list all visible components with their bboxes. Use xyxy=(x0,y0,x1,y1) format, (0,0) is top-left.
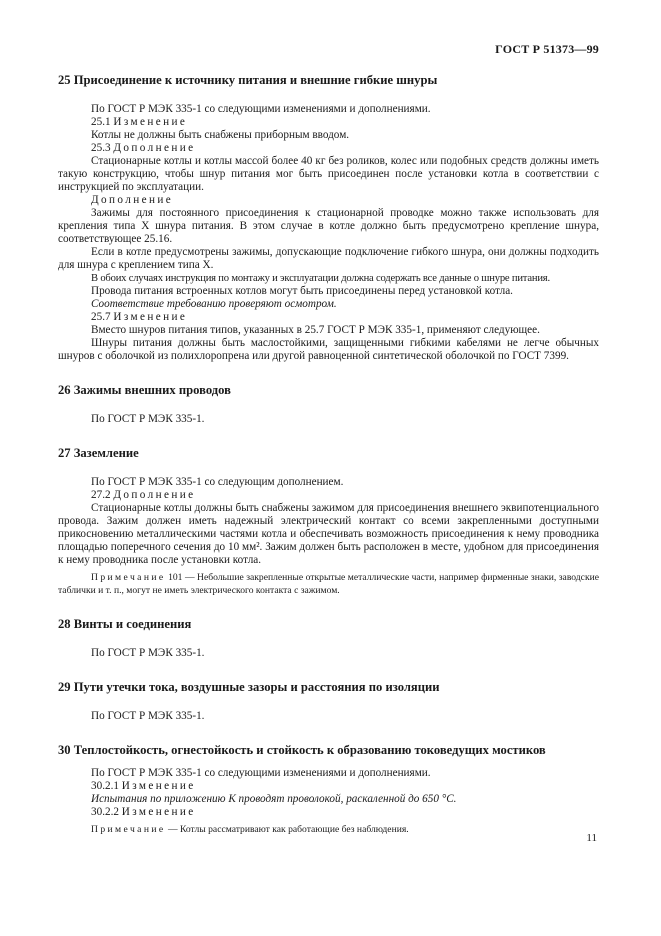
note-text: 101 — Небольшие закрепленные открытые металлические части, например фирменные знаки, заводские таблички и т. п., могут не иметь электрического контакта с зажимом. xyxy=(58,572,599,596)
s30-intro: По ГОСТ Р МЭК 335-1 со следующими изменениями и дополнениями. xyxy=(91,767,431,779)
section-29-title: 29 Пути утечки тока, воздушные зазоры и расстояния по изоляции xyxy=(58,680,440,694)
s27-2-text: Стационарные котлы должны быть снабжены зажимом для присоединения внешнего эквипотенциального провода. Зажим должен иметь надежный электрический контакт со всеми закрепленными доступными прикосновению металлическими частями котла и обеспечивать возможность присоединения к нему проводника площадью поперечного сечения до 10 мм². Зажим должен быть расположен в месте, удобном для присоединения к нему проводника после установки котла. xyxy=(58,502,599,566)
clause-number: 30.2.2 xyxy=(91,806,119,818)
addition-label: Дополнение xyxy=(113,489,196,501)
change-label: Изменение xyxy=(121,780,196,792)
s25-1-heading xyxy=(91,116,599,129)
page-body xyxy=(58,64,599,837)
s25-3-addition-3: В обоих случаях инструкция по монтажу и эксплуатации должна содержать все данные о шнуре питания. xyxy=(91,273,550,284)
s27-intro: По ГОСТ Р МЭК 335-1 со следующим дополнением. xyxy=(91,476,344,488)
section-25-title: 25 Присоединение к источнику питания и внешние гибкие шнуры xyxy=(58,73,438,87)
change-label: Изменение xyxy=(113,311,188,323)
note-text: — Котлы рассматривают как работающие без наблюдения. xyxy=(167,824,409,835)
clause-number: 25.1 xyxy=(91,116,111,128)
section-30-title: 30 Теплостойкость, огнестойкость и стойкость к образованию токоведущих мостиков xyxy=(58,743,546,757)
change-label: Изменение xyxy=(113,116,188,128)
s25-3-check: Соответствие требованию проверяют осмотром. xyxy=(91,298,337,310)
addition-label: Дополнение xyxy=(113,142,196,154)
s25-7-text-1: Вместо шнуров питания типов, указанных в 25.7 ГОСТ Р МЭК 335-1, применяют следующее. xyxy=(91,324,540,336)
s25-3-addition-1: Зажимы для постоянного присоединения к стационарной проводке можно также использовать для крепления типа X шнура питания. В этом случае в котле должно быть предусмотрено крепление шнура, соответствующее 25.16. xyxy=(58,207,599,245)
section-27-title: 27 Заземление xyxy=(58,446,139,460)
s25-1-text: Котлы не должны быть снабжены приборным вводом. xyxy=(91,129,350,141)
note-label: Примечание xyxy=(91,572,166,583)
clause-number: 27.2 xyxy=(91,489,111,501)
section-26-title: 26 Зажимы внешних проводов xyxy=(58,383,231,397)
s25-7-text-2: Шнуры питания должны быть маслостойкими, защищенными гибкими кабелями не легче обычных шнуров с оболочкой из полихлоропрена или другой равноценной синтетической оболочкой по ГОСТ 7399. xyxy=(58,337,599,362)
s25-3-addition-label: Дополнение xyxy=(91,194,174,206)
document-id: ГОСТ Р 51373—99 xyxy=(495,42,599,56)
clause-number: 25.7 xyxy=(91,311,111,323)
change-label: Изменение xyxy=(121,806,196,818)
s25-3-heading xyxy=(91,142,599,155)
s25-3-addition-4: Провода питания встроенных котлов могут быть присоединены перед установкой котла. xyxy=(91,285,513,297)
clause-number: 30.2.1 xyxy=(91,780,119,792)
s25-3-text: Стационарные котлы и котлы массой более 40 кг без роликов, колес или подобных средств должны иметь такую конструкцию, чтобы шнур питания мог быть присоединен после установки котла в соответствии с инструкцией по эксплуатации. xyxy=(58,155,599,193)
s25-3-addition-2: Если в котле предусмотрены зажимы, допускающие подключение гибкого шнура, они должны подходить для шнура с креплением типа X. xyxy=(58,246,599,271)
s30-2-1-text: Испытания по приложению К проводят проволокой, раскаленной до 650 °С. xyxy=(91,793,457,805)
s28-text: По ГОСТ Р МЭК 335-1. xyxy=(91,647,205,659)
section-28-title: 28 Винты и соединения xyxy=(58,617,192,631)
s25-intro: По ГОСТ Р МЭК 335-1 со следующими изменениями и дополнениями. xyxy=(91,103,431,115)
s30-2-1-heading xyxy=(91,780,599,793)
note-label: Примечание xyxy=(91,824,166,835)
s29-text: По ГОСТ Р МЭК 335-1. xyxy=(91,710,205,722)
page-number: 11 xyxy=(586,832,597,844)
s27-2-heading xyxy=(91,489,599,502)
clause-number: 25.3 xyxy=(91,142,111,154)
s27-note xyxy=(58,572,599,597)
s30-2-2-heading xyxy=(91,806,599,819)
s30-note xyxy=(91,824,599,837)
s25-7-heading xyxy=(91,311,599,324)
s26-text: По ГОСТ Р МЭК 335-1. xyxy=(91,413,205,425)
